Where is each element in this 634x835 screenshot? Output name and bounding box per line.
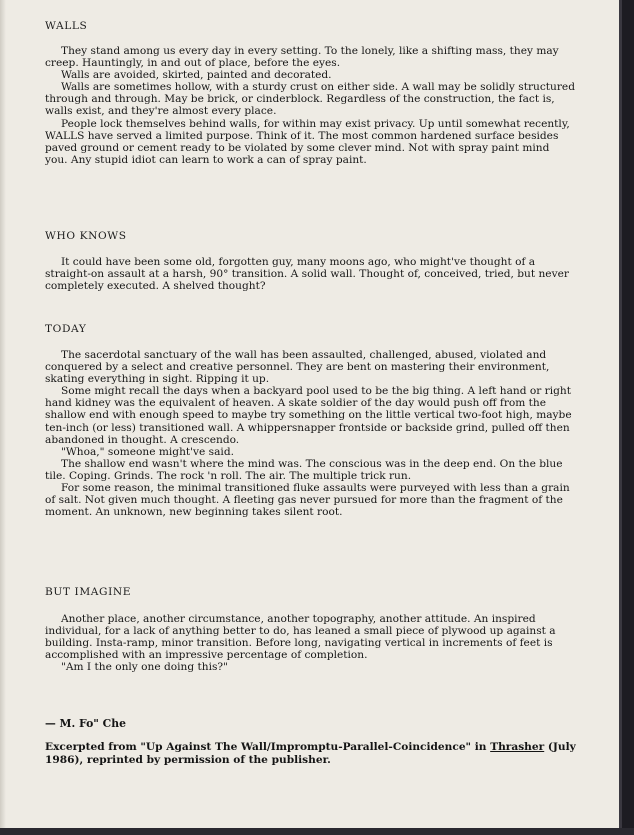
section-who-knows-body xyxy=(45,256,575,292)
page-bottom-edge xyxy=(0,828,634,835)
section-today-body xyxy=(45,349,575,518)
magazine-title: Thrasher xyxy=(490,741,545,753)
paragraph: "Am I the only one doing this?" xyxy=(61,661,228,674)
section-walls-body xyxy=(45,45,575,166)
paragraph: The sacerdotal sanctuary of the wall has been assaulted, challenged, abused, violated and conquered by a select and creative personnel. They are bent on mastering their environment, skating everything in sight. Ripping it up. xyxy=(45,349,550,386)
paragraph: People lock themselves behind walls, for within may exist privacy. Up until somewhat recently, WALLS have served a limited purpose. Think of it. The most common hardened surface besides paved ground or cement ready to be violated by some clever mind. Not with spray paint mind you. Any stupid idiot can learn to work a can of spray paint. xyxy=(45,117,570,166)
section-but-imagine-body xyxy=(45,613,575,673)
author-signature: — M. Fo" Che xyxy=(45,717,126,730)
paragraph: Walls are sometimes hollow, with a sturdy crust on either side. A wall may be solidly structured through and through. May be brick, or cinderblock. Regardless of the construction, the fact is, walls exist, and they're almost every place. xyxy=(45,81,575,118)
heading-but-imagine: BUT IMAGINE xyxy=(45,586,132,598)
paragraph: Walls are avoided, skirted, painted and decorated. xyxy=(61,69,332,82)
credit-prefix: Excerpted from "Up Against The Wall/Impromptu-Parallel-Coincidence" in xyxy=(45,741,491,753)
paragraph: It could have been some old, forgotten guy, many moons ago, who might've thought of a straight-on assault at a harsh, 90° transition. A solid wall. Thought of, conceived, tried, but never completely executed. A shelved thought? xyxy=(45,256,569,293)
paragraph: Another place, another circumstance, another topography, another attitude. An inspired individual, for a lack of anything better to do, has leaned a small piece of plywood up against a building. Insta-ramp, minor transition. Before long, navigating vertical in increments of feet is accomplished with an impressive percentage of completion. xyxy=(45,613,556,662)
heading-who-knows: WHO KNOWS xyxy=(45,230,127,242)
page-edge-shadow xyxy=(0,0,6,828)
credit-suffix: (July 1986), reprinted by permission of the publisher. xyxy=(45,741,576,766)
paragraph: Some might recall the days when a backyard pool used to be the big thing. A left hand or right hand kidney was the equivalent of heaven. A skate soldier of the day would push off from the shallow end with enough speed to maybe try something on the little vertical two-foot high, maybe ten-inch (or less) transitioned wall. A whippersnapper frontside or backside grind, pulled off then abandoned in thought. A crescendo. xyxy=(45,385,572,446)
source-credit xyxy=(45,741,585,767)
paragraph: The shallow end wasn't where the mind was. The conscious was in the deep end. On the blue tile. Coping. Grinds. The rock 'n roll. The air. The multiple trick run. xyxy=(45,457,563,482)
paragraph: For some reason, the minimal transitioned fluke assaults were purveyed with less than a grain of salt. Not given much thought. A fleeting gas never pursued for more than the fragment of the moment. An unknown, new beginning takes silent root. xyxy=(45,482,570,519)
paragraph: They stand among us every day in every setting. To the lonely, like a shifting mass, they may creep. Hauntingly, in and out of place, before the eyes. xyxy=(45,45,559,70)
paragraph: "Whoa," someone might've said. xyxy=(61,445,234,458)
heading-walls: WALLS xyxy=(45,20,88,32)
heading-today: TODAY xyxy=(45,323,87,335)
